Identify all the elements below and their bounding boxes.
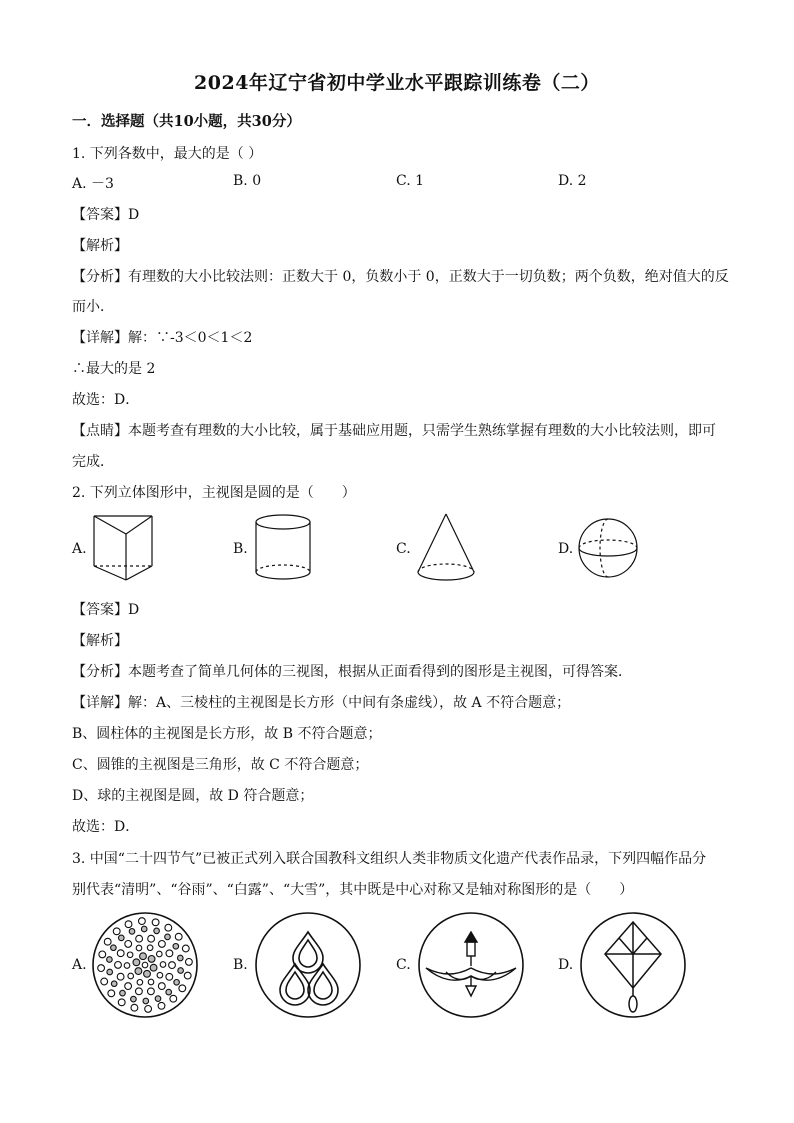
q2-detail-b: B、圆柱体的主视图是长方形，故 B 不符合题意；	[72, 726, 382, 742]
bailu-emblem	[416, 910, 526, 1020]
pattern-dot	[118, 999, 125, 1006]
q1-detail-line1: 【详解】解：∵-3＜0＜1＜2	[72, 330, 253, 346]
pattern-dot	[150, 964, 157, 971]
pattern-dot	[129, 929, 135, 935]
pattern-dot	[117, 950, 124, 957]
pattern-dot	[120, 990, 126, 996]
page-title: 2024年辽宁省初中学业水平跟踪训练卷（二）	[194, 72, 600, 94]
pattern-dot	[142, 962, 148, 968]
pattern-dot	[173, 944, 179, 950]
pattern-dot	[159, 941, 166, 948]
pattern-dot	[136, 935, 143, 942]
pattern-dot	[133, 959, 140, 966]
pattern-dot	[131, 1004, 138, 1011]
q3-label-a: A.	[72, 957, 87, 973]
pattern-dot	[145, 1006, 152, 1013]
q1-option-c: C. 1	[396, 173, 425, 189]
q1-analysis-heading: 【解析】	[72, 238, 128, 254]
pattern-dot	[125, 983, 132, 990]
q2-detail-c: C、圆锥的主视图是三角形，故 C 不符合题意；	[72, 757, 369, 773]
pattern-dot	[158, 1002, 165, 1009]
q2-detail-a: 【详解】解：A、三棱柱的主视图是长方形（中间有条虚线），故 A 不符合题意；	[72, 695, 571, 711]
guyu-emblem	[253, 910, 363, 1020]
q1-fenxi-line1: 【分析】有理数的大小比较法则：正数大于 0，负数小于 0，正数大于一切负数；两个负数，绝对值大的反	[72, 269, 729, 285]
pattern-dot	[166, 973, 173, 980]
section-heading: 一．选择题（共10小题，共30分）	[72, 113, 301, 130]
triangular-prism-figure	[88, 512, 160, 584]
pattern-dot	[179, 985, 186, 992]
pattern-dot	[108, 990, 115, 997]
pattern-dot	[136, 988, 143, 995]
pattern-dot	[137, 980, 143, 986]
q1-option-b: B. 0	[233, 173, 262, 189]
pattern-dot	[165, 924, 172, 931]
pattern-dot	[135, 968, 142, 975]
pattern-dot	[154, 928, 160, 934]
pattern-dot	[178, 968, 184, 974]
pattern-dot	[125, 921, 132, 928]
q1-detail-line2: ∴最大的是 2	[72, 361, 156, 377]
q2-stem: 2. 下列立体图形中，主视图是圆的是（ ）	[72, 485, 356, 501]
pattern-dot	[104, 938, 111, 945]
pattern-dot	[107, 969, 113, 975]
pattern-dot	[158, 983, 165, 990]
sphere-figure	[576, 516, 640, 580]
pattern-dot	[124, 963, 130, 969]
q1-comment-line1: 【点睛】本题考查有理数的大小比较，属于基础应用题，只需学生熟练掌握有理数的大小比较法则，即可	[72, 423, 716, 439]
q2-detail-d: D、球的主视图是圆，故 D 符合题意；	[72, 788, 314, 804]
q2-answer: 【答案】D	[72, 602, 140, 618]
q3-label-c: C.	[396, 957, 411, 973]
q3-label-d: D.	[558, 957, 574, 973]
pattern-dot	[111, 945, 117, 951]
pattern-dot	[125, 941, 132, 948]
q1-option-d: D. 2	[558, 173, 587, 189]
pattern-dot	[169, 962, 176, 969]
pattern-dot	[143, 998, 149, 1004]
pattern-dot	[136, 945, 142, 951]
pattern-dot	[175, 933, 182, 940]
pattern-dot	[148, 979, 154, 985]
pattern-dot	[113, 928, 120, 935]
cylinder-figure	[250, 512, 316, 584]
q3-stem-line1: 3. 中国“二十四节气”已被正式列入联合国教科文组织人类非物质文化遗产代表作品录，下列四幅作品分	[72, 851, 707, 867]
qingming-emblem	[90, 910, 200, 1020]
pattern-dot	[165, 934, 171, 940]
pattern-dot	[99, 951, 106, 958]
pattern-dot	[115, 962, 122, 969]
pattern-dot	[148, 935, 155, 942]
pattern-dot	[127, 952, 133, 958]
pattern-dot	[117, 973, 124, 980]
q2-choose: 故选：D．	[72, 819, 140, 835]
q1-choose: 故选：D．	[72, 392, 140, 408]
pattern-dot	[101, 978, 108, 985]
daxue-emblem	[578, 910, 688, 1020]
pattern-dot	[182, 945, 189, 952]
pattern-dot	[128, 973, 134, 979]
pattern-dot	[155, 996, 161, 1002]
pattern-dot	[184, 972, 191, 979]
pattern-dot	[131, 996, 137, 1002]
q3-stem-line2: 别代表“清明”、“谷雨”、“白露”、“大雪”，其中既是中心对称又是轴对称图形的是（ ）	[72, 882, 634, 898]
pattern-dot	[166, 950, 173, 957]
pattern-dot	[160, 962, 166, 968]
pattern-dot	[147, 945, 153, 951]
pattern-dot	[148, 956, 155, 963]
pattern-dot	[140, 953, 147, 960]
pattern-dot	[178, 955, 184, 961]
pattern-dot	[98, 965, 105, 972]
pattern-dot	[107, 957, 113, 963]
q1-comment-line2: 完成．	[72, 454, 114, 470]
pattern-dot	[111, 981, 117, 987]
cone-figure	[412, 510, 478, 586]
q2-label-d: D.	[558, 541, 574, 557]
pattern-dot	[157, 951, 163, 957]
pattern-dot	[139, 918, 146, 925]
pattern-dot	[174, 980, 180, 986]
q1-answer: 【答案】D	[72, 207, 140, 223]
pattern-dot	[166, 989, 172, 995]
q2-label-b: B.	[233, 541, 248, 557]
q1-option-a: A. －3	[72, 176, 114, 192]
pattern-dot	[148, 988, 155, 995]
pattern-dot	[119, 935, 125, 941]
pattern-dot	[170, 995, 177, 1002]
pattern-dot	[144, 970, 151, 977]
pattern-dot	[141, 926, 147, 932]
q2-fenxi: 【分析】本题考查了简单几何体的三视图，根据从正面看得到的图形是主视图，可得答案．	[72, 664, 632, 680]
q2-label-a: A.	[72, 541, 87, 557]
pattern-dot	[186, 959, 193, 966]
q2-analysis-heading: 【解析】	[72, 633, 128, 649]
q1-stem: 1. 下列各数中，最大的是（ ）	[72, 146, 263, 162]
pattern-dot	[152, 919, 159, 926]
q3-label-b: B.	[233, 957, 248, 973]
q2-label-c: C.	[396, 541, 411, 557]
q1-fenxi-line2: 而小．	[72, 299, 114, 315]
pattern-dot	[157, 972, 163, 978]
